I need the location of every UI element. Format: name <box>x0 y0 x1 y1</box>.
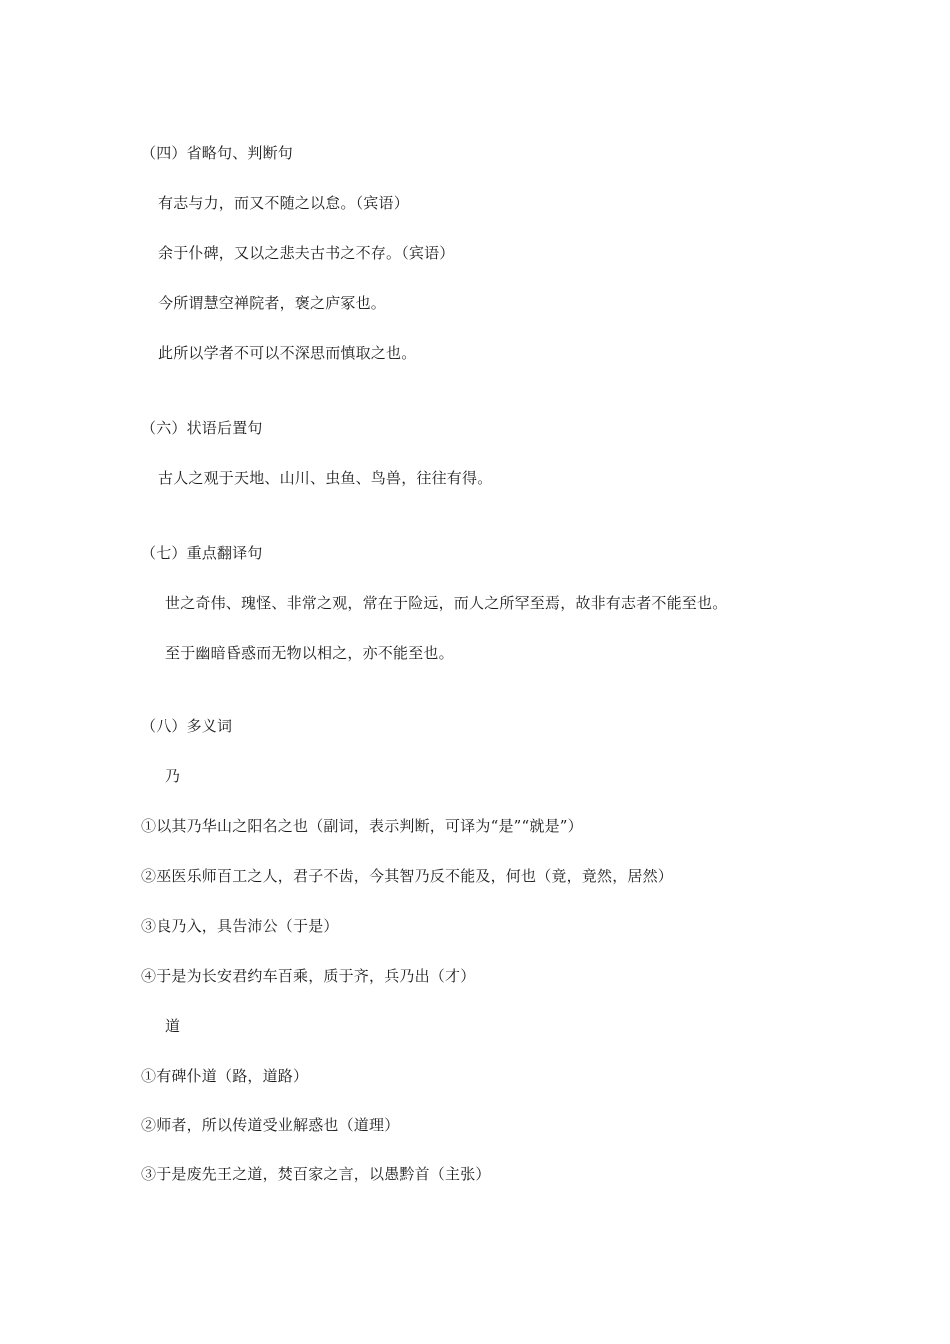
word-sense: ②巫医乐师百工之人，君子不齿，今其智乃反不能及，何也（竟，竟然，居然） <box>141 867 674 885</box>
polysemous-word: 道 <box>165 1017 181 1035</box>
word-sense: ②师者，所以传道受业解惑也（道理） <box>141 1116 400 1134</box>
example-line: 古人之观于天地、山川、虫鱼、鸟兽，往往有得。 <box>158 469 493 487</box>
translation-line: 世之奇伟、瑰怪、非常之观，常在于险远，而人之所罕至焉，故非有志者不能至也。 <box>165 594 728 612</box>
word-sense: ④于是为长安君约车百乘，质于齐，兵乃出（才） <box>141 967 476 985</box>
example-line: 今所谓慧空禅院者，褒之庐冢也。 <box>158 294 387 312</box>
example-line: 有志与力，而又不随之以怠。（宾语） <box>158 194 409 212</box>
word-sense: ①有碑仆道（路，道路） <box>141 1067 309 1085</box>
section-heading-6: （六）状语后置句 <box>141 419 263 437</box>
polysemous-word: 乃 <box>165 767 181 785</box>
section-heading-4: （四）省略句、判断句 <box>141 144 294 162</box>
word-sense: ③良乃入，具告沛公（于是） <box>141 917 339 935</box>
translation-line: 至于幽暗昏惑而无物以相之，亦不能至也。 <box>165 644 454 662</box>
section-heading-7: （七）重点翻译句 <box>141 544 263 562</box>
word-sense: ③于是废先王之道，焚百家之言，以愚黔首（主张） <box>141 1165 491 1183</box>
section-heading-8: （八）多义词 <box>141 717 233 735</box>
example-line: 此所以学者不可以不深思而慎取之也。 <box>158 344 417 362</box>
example-line: 余于仆碑，又以之悲夫古书之不存。（宾语） <box>158 244 455 262</box>
word-sense: ①以其乃华山之阳名之也（副词，表示判断，可译为“是”“就是”） <box>141 817 583 835</box>
